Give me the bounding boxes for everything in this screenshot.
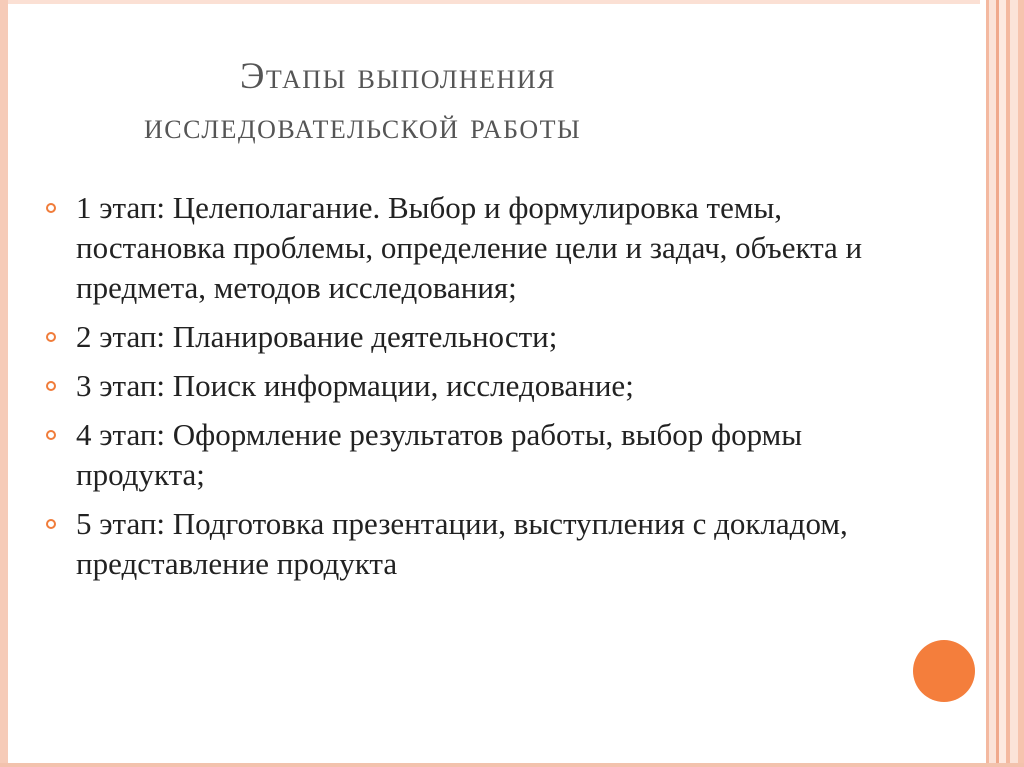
decorative-circle (913, 640, 975, 702)
bullet-circle-icon (46, 332, 56, 342)
frame-left-border (0, 0, 8, 767)
list-item (44, 366, 924, 406)
bullet-circle-icon (46, 519, 56, 529)
slide-title (100, 52, 900, 152)
frame-right-stripes (980, 0, 1024, 767)
list-item-text: 5 этап: Подготовка презентации, выступления с докладом, представление продукта (76, 506, 848, 581)
list-item-text: 4 этап: Оформление результатов работы, выбор формы продукта; (76, 417, 803, 492)
bullet-circle-icon (46, 203, 56, 213)
list-item (44, 317, 924, 357)
title-line-2: исследовательской работы (144, 106, 582, 147)
bullet-circle-icon (46, 381, 56, 391)
title-line-1: Этапы выполнения (240, 56, 556, 97)
frame-top-border (0, 0, 1024, 4)
list-item-text: 3 этап: Поиск информации, исследование; (76, 368, 634, 403)
list-item (44, 504, 924, 584)
list-item-text: 1 этап: Целеполагание. Выбор и формулировка темы, постановка проблемы, определение цели и задач, объекта и предмета, методов исследования; (76, 190, 863, 305)
list-item-text: 2 этап: Планирование деятельности; (76, 319, 558, 354)
bullet-list (44, 188, 924, 593)
list-item (44, 188, 924, 308)
bullet-circle-icon (46, 430, 56, 440)
list-item (44, 415, 924, 495)
frame-bottom-border (0, 763, 1024, 767)
